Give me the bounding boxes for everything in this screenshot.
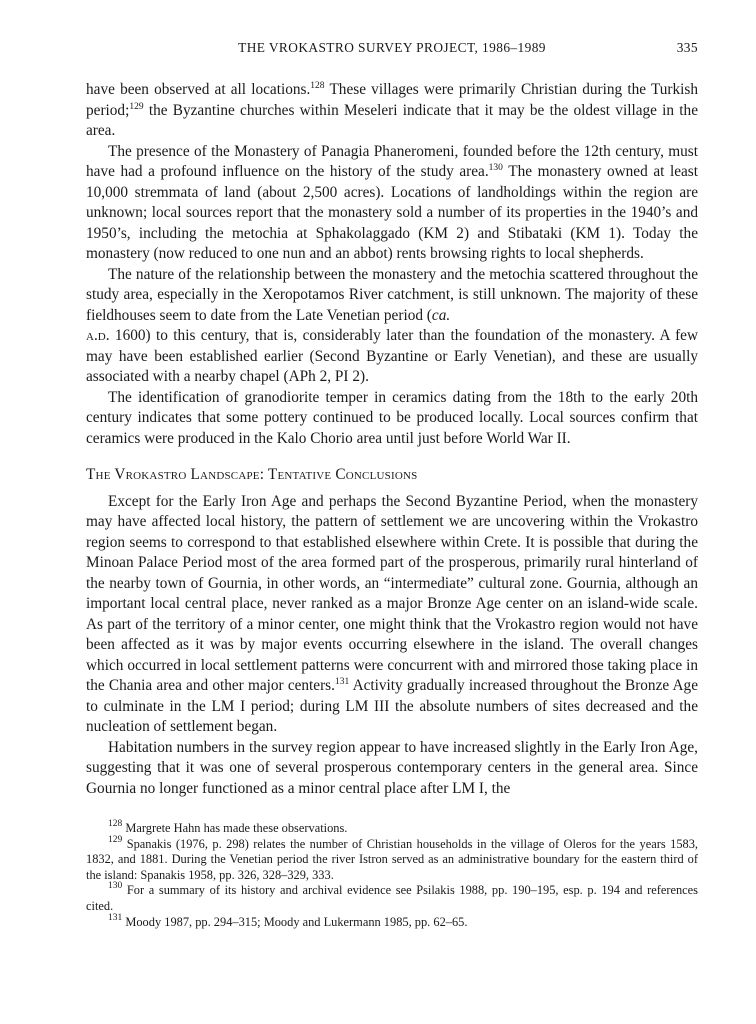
paragraph-5 [86,492,698,738]
footnote-text: Margrete Hahn has made these observations. [122,821,348,835]
footnote-131 [86,912,698,931]
footnote-number: 130 [108,881,123,892]
footnotes [86,821,698,930]
paragraph-text: These villages were primarily Christian during the Turkish period; [86,81,698,119]
body-text [86,80,698,799]
paragraph-text: 1600) to this century, that is, considerably later than the foundation of the monastery. A few may have been established earlier (Second Byzantine or Early Venetian), and these are usually associated with a nearby chapel (APh 2, PI 2). [86,327,698,385]
paragraph-text: the Byzantine churches within Meseleri indicate that it may be the oldest village in the area. [86,101,698,139]
footnote-text: Moody 1987, pp. 294–315; Moody and Lukermann 1985, pp. 62–65. [122,914,468,929]
footnote-128 [86,821,698,837]
footnote-number: 129 [108,834,123,845]
footnote-ref-129[interactable]: 129 [129,101,144,112]
footnote-number: 128 [108,819,123,829]
italic-ca: ca. [431,306,451,324]
footnote-ref-130[interactable]: 130 [488,163,503,173]
footnote-130 [86,883,698,914]
paragraph-text: Activity gradually increased throughout the Bronze Age to culminate in the LM I period; during LM III the absolute numbers of sites decreased and the nucleation of settlement began. [86,677,698,735]
paragraph-1 [86,80,698,142]
footnote-text: Spanakis (1976, p. 298) relates the number of Christian households in the village of Oleros for the years 1583, 1832, and 1881. During the Venetian period the river Istron served as an administrative boundary for the eastern third of the island: Spanakis 1958, pp. 326, 328–329, 333. [86,836,698,882]
paragraph-6: Habitation numbers in the survey region appear to have increased slightly in the Early Iron Age, suggesting that it was one of several prosperous contemporary centers in the general area. Since Gournia no longer functioned as a minor central place after LM I, the [86,738,698,797]
paragraph-text: The nature of the relationship between the monastery and the metochia scattered throughout the study area, especially in the Xeropotamos River catchment, is still unknown. The majority of these fieldhouses seem to date from the Late Venetian period ( [86,265,698,324]
page-number: 335 [676,40,698,55]
footnote-129 [86,834,698,884]
paragraph-text: The monastery owned at least 10,000 stremmata of land (about 2,500 acres). Locations of landholdings within the region are unknown; local sources report that the monastery sold a number of its properties in the 1940’s and 1950’s, including the metochia at Sphakolaggado (KM 2) and Stibataki (KM 1). Today the monastery (now reduced to one nun and an abbot) rents browsing rights to local shepherds. [86,163,698,262]
footnote-ref-128[interactable]: 128 [310,81,325,91]
paragraph-text: Except for the Early Iron Age and perhaps the Second Byzantine Period, when the monastery may have affected local history, the pattern of settlement we are uncovering within the Vrokastro region seems to correspond to that established elsewhere within Crete. It is possible that during the Minoan Palace Period most of the area formed part of the prosperous, primarily rural hinterland of the nearby town of Gournia, in other words, an “intermediate” cultural zone. Gournia, although an important local central place, never ranked as a major Bronze Age center on an island-wide scale. As part of the territory of a minor center, one might think that the Vrokastro region would not have been affected as it was by major events occurring elsewhere in the island. The overall changes which occurred in local settlement patterns were concurrent with and mirrored those taking place in the Chania area and other major centers. [86,492,698,694]
era-abbrev: a.d. [86,327,110,344]
paragraph-4: The identification of granodiorite temper in ceramics dating from the 18th to the early 20th century indicates that some pottery continued to be produced locally. Local sources confirm that ceramics were produced in the Kalo Chorio area until just before World War II. [86,388,698,447]
page [86,40,698,930]
running-head [86,40,698,62]
running-title: THE VROKASTRO SURVEY PROJECT, 1986–1989 [238,40,546,55]
paragraph-2 [86,142,698,265]
footnote-number: 131 [108,912,123,923]
paragraph-3 [86,265,698,388]
paragraph-text: have been observed at all locations. [86,81,311,98]
paragraph-text: The presence of the Monastery of Panagia Phaneromeni, founded before the 12th century, must have had a profound influence on the history of the study area. [86,142,698,180]
footnote-ref-131[interactable]: 131 [334,677,350,687]
footnote-text: For a summary of its history and archival evidence see Psilakis 1988, pp. 190–195, esp. p. 194 and references cited. [86,883,698,913]
section-heading: The Vrokastro Landscape: Tentative Conclusions [86,466,418,483]
